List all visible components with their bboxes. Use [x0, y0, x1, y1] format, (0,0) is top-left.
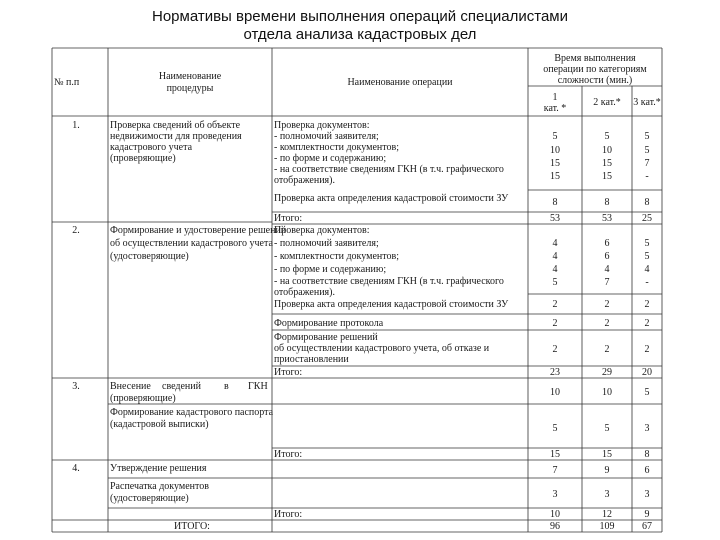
s3-a-c1: 10: [550, 387, 560, 398]
header-cat3: 3 кат.*: [633, 97, 661, 108]
s3-proc-word2: сведений: [162, 381, 201, 392]
s2-proc-line3: (удостоверяющие): [110, 251, 189, 262]
s4-a-c1: 7: [552, 465, 558, 476]
s2-total-c2: 29: [602, 367, 612, 378]
header-cat1-line2: кат. *: [543, 103, 567, 114]
header-time-line1: Время выполнения: [554, 53, 636, 64]
s4-approve-label: Утверждение решения: [110, 463, 207, 474]
s2-protocol-label: Формирование протокола: [274, 318, 384, 329]
s2-protocol-c2: 2: [604, 318, 610, 329]
page-title-line2: отдела анализа кадастровых дел: [243, 26, 477, 43]
s2-op-line1: Проверка документов:: [274, 225, 370, 236]
header-cat1-line1: 1: [552, 92, 558, 103]
header-procedure-line1: Наименование: [158, 71, 222, 82]
s4-total-c3: 9: [644, 509, 650, 520]
s2-total-label: Итого:: [274, 367, 303, 378]
s3-total-c2: 15: [602, 449, 612, 460]
s1-v-c1-r2: 10: [550, 145, 560, 156]
row-num-4: 4.: [72, 463, 80, 474]
s1-total-c1: 53: [550, 213, 560, 224]
header-procedure-line2: процедуры: [166, 83, 214, 94]
s4-b-c1: 3: [552, 489, 558, 500]
s1-v-c2-r4: 15: [602, 171, 612, 182]
s4-a-c2: 9: [604, 465, 610, 476]
s4-b-c2: 3: [604, 489, 610, 500]
s1-v-c1-r1: 5: [552, 131, 558, 142]
s4-b-c3: 3: [644, 489, 650, 500]
s2-v-c2-r1: 6: [604, 238, 610, 249]
header-time-line2: операции по категориям: [543, 64, 647, 75]
s3-c-c3: 3: [644, 423, 650, 434]
grand-total-label: ИТОГО:: [174, 521, 210, 532]
s2-decisions-c3: 2: [644, 344, 650, 355]
s4-a-c3: 6: [644, 465, 650, 476]
s1-v-c1-r4: 15: [550, 171, 560, 182]
s3-proc-word4: ГКН: [248, 381, 268, 392]
s2-op-line2: - полномочий заявителя;: [274, 238, 379, 249]
s2-v-c2-r4: 7: [604, 277, 610, 288]
s2-v-c1-r4: 5: [552, 277, 558, 288]
s3-proc-word3: в: [224, 381, 229, 392]
s1-v-c1-r3: 15: [550, 158, 560, 169]
s3-a-c2: 10: [602, 387, 612, 398]
s3-passport-line2: (кадастровой выписки): [110, 419, 209, 430]
grand-total-c1: 96: [550, 521, 560, 532]
grand-total-c3: 67: [642, 521, 652, 532]
s1-v-c3-r2: 5: [644, 145, 650, 156]
s2-total-c1: 23: [550, 367, 560, 378]
s1-total-label: Итого:: [274, 213, 303, 224]
header-num: № п.п: [54, 77, 80, 88]
s2-proc-line2: об осуществлении кадастрового учета: [110, 238, 273, 249]
s2-decisions-line2: об осуществлении кадастрового учета, об отказе и: [274, 343, 490, 354]
s3-total-c1: 15: [550, 449, 560, 460]
s2-protocol-c3: 2: [644, 318, 650, 329]
s3-c-c1: 5: [552, 423, 558, 434]
s3-total-c3: 8: [644, 449, 650, 460]
s1-op-line6: отображения).: [274, 175, 335, 186]
s1-op-line7: Проверка акта определения кадастровой стоимости ЗУ: [274, 193, 509, 204]
s1-total-c3: 25: [642, 213, 652, 224]
s4-total-label: Итого:: [274, 509, 303, 520]
s1-op-line3: - комплектности документов;: [274, 142, 399, 153]
s4-total-c1: 10: [550, 509, 560, 520]
s3-a-c3: 5: [644, 387, 650, 398]
grand-total-c2: 109: [599, 521, 615, 532]
s1-v-c2-r2: 10: [602, 145, 612, 156]
row-num-3: 3.: [72, 381, 80, 392]
s2-v-c1-r2: 4: [552, 251, 558, 262]
s2-op-line3: - комплектности документов;: [274, 251, 399, 262]
s1-act-c2: 8: [604, 197, 610, 208]
s1-op-line2: - полномочий заявителя;: [274, 131, 379, 142]
s4-print-line1: Распечатка документов: [110, 481, 209, 492]
s2-v-c2-r2: 6: [604, 251, 610, 262]
s3-passport-line1: Формирование кадастрового паспорта: [110, 407, 274, 418]
s4-total-c2: 12: [602, 509, 612, 520]
s1-v-c3-r4: -: [645, 171, 649, 182]
s3-c-c2: 5: [604, 423, 610, 434]
s1-act-c1: 8: [552, 197, 558, 208]
header-operation: Наименование операции: [347, 77, 453, 88]
s2-op-line7: Проверка акта определения кадастровой стоимости ЗУ: [274, 299, 509, 310]
s2-decisions-line3: приостановлении: [274, 354, 349, 365]
s3-proc-word1: Внесение: [110, 381, 151, 392]
s1-op-line1: Проверка документов:: [274, 120, 370, 131]
s1-v-c3-r1: 5: [644, 131, 650, 142]
page-title-line1: Нормативы времени выполнения операций специалистами: [151, 8, 568, 25]
s2-decisions-c1: 2: [552, 344, 558, 355]
s2-op-line4: - по форме и содержанию;: [274, 264, 387, 275]
s1-op-line5: - на соответствие сведениям ГКН (в т.ч. графического: [274, 164, 504, 175]
s2-act-c2: 2: [604, 299, 610, 310]
s2-op-line6: отображения).: [274, 287, 335, 298]
s1-total-c2: 53: [602, 213, 612, 224]
s2-v-c3-r3: 4: [644, 264, 650, 275]
s2-v-c1-r3: 4: [552, 264, 558, 275]
s1-op-line4: - по форме и содержанию;: [274, 153, 387, 164]
s1-proc-line1: Проверка сведений об объекте: [110, 120, 241, 131]
s2-act-c3: 2: [644, 299, 650, 310]
s2-v-c3-r4: -: [645, 277, 649, 288]
s2-v-c3-r2: 5: [644, 251, 650, 262]
row-num-1: 1.: [72, 120, 80, 131]
s2-op-line5: - на соответствие сведениям ГКН (в т.ч. графического: [274, 276, 504, 287]
s2-proc-line1: Формирование и удостоверение решений: [110, 225, 287, 236]
s1-v-c2-r3: 15: [602, 158, 612, 169]
s2-v-c3-r1: 5: [644, 238, 650, 249]
s2-v-c2-r3: 4: [604, 264, 610, 275]
s3-proc-line2: (проверяющие): [110, 393, 176, 404]
s1-proc-line4: (проверяющие): [110, 153, 176, 164]
s3-total-label: Итого:: [274, 449, 303, 460]
s1-proc-line2: недвижимости для проведения: [110, 131, 242, 142]
s2-act-c1: 2: [552, 299, 558, 310]
s1-proc-line3: кадастрового учета: [110, 142, 193, 153]
s2-decisions-line1: Формирование решений: [274, 332, 378, 343]
s1-v-c2-r1: 5: [604, 131, 610, 142]
s2-v-c1-r1: 4: [552, 238, 558, 249]
s2-decisions-c2: 2: [604, 344, 610, 355]
header-time-line3: сложности (мин.): [557, 75, 633, 86]
s4-print-line2: (удостоверяющие): [110, 493, 189, 504]
row-num-2: 2.: [72, 225, 80, 236]
s2-total-c3: 20: [642, 367, 652, 378]
s1-act-c3: 8: [644, 197, 650, 208]
header-cat2: 2 кат.*: [593, 97, 621, 108]
s2-protocol-c1: 2: [552, 318, 558, 329]
s1-v-c3-r3: 7: [644, 158, 650, 169]
